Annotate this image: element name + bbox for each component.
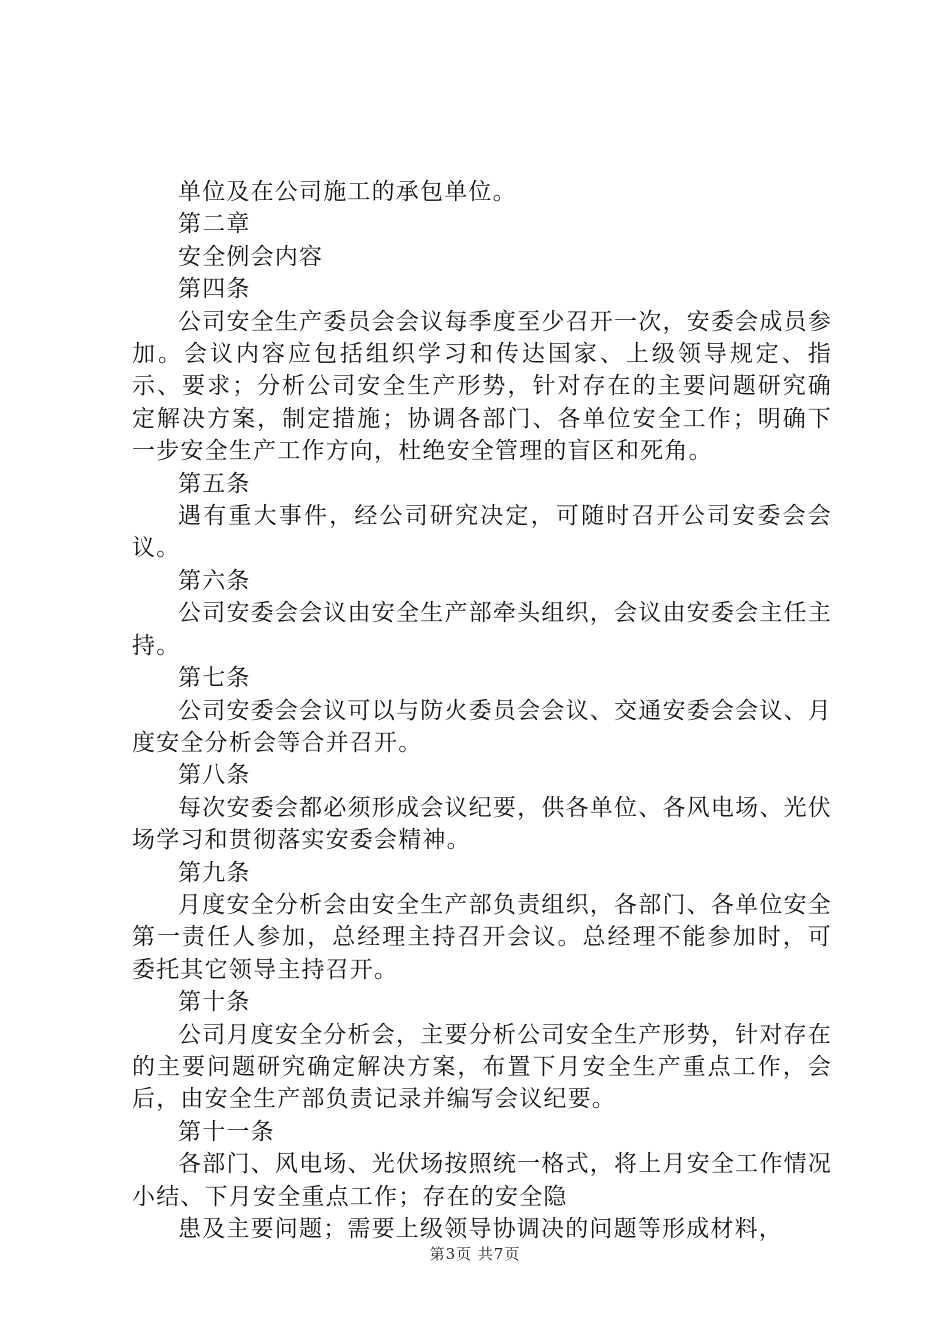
page-number-footer: 第3页 共7页: [429, 1245, 521, 1263]
paragraph: 公司安委会会议由安全生产部牵头组织，会议由安委会主任主持。: [132, 600, 832, 659]
article-heading: 第四条: [178, 276, 251, 303]
paragraph: 遇有重大事件，经公司研究决定，可随时召开公司安委会会议。: [132, 503, 832, 562]
article-heading: 第八条: [178, 762, 251, 789]
article-heading: 第六条: [178, 567, 251, 594]
article-heading: 第十条: [178, 989, 251, 1016]
paragraph: 公司月度安全分析会，主要分析公司安全生产形势，针对存在的主要问题研究确定解决方案，布置下月安全生产重点工作，会后，由安全生产部负责记录并编写会议纪要。: [132, 1021, 832, 1113]
chapter-heading: 第二章: [178, 211, 251, 238]
article-heading: 第七条: [178, 665, 251, 692]
article-heading: 第十一条: [178, 1118, 275, 1145]
document-body: [132, 176, 832, 1245]
paragraph: 患及主要问题；需要上级领导协调决的问题等形成材料，: [178, 1216, 783, 1242]
paragraph: 公司安全生产委员会会议每季度至少召开一次，安委会成员参加。会议内容应包括组织学习和传达国家、上级领导规定、指示、要求；分析公司安全生产形势，针对存在的主要问题研究确定解决方案，制定措施；协调各部门、各单位安全工作；明确下一步安全生产工作方向，杜绝安全管理的盲区和死角。: [132, 308, 832, 465]
paragraph: 各部门、风电场、光伏场按照统一格式，将上月安全工作情况小结、下月安全重点工作；存在的安全隐: [132, 1151, 832, 1210]
article-heading: 第五条: [178, 470, 251, 497]
paragraph: 月度安全分析会由安全生产部负责组织，各部门、各单位安全第一责任人参加，总经理主持召开会议。总经理不能参加时，可委托其它领导主持召开。: [132, 891, 832, 983]
paragraph: 每次安委会都必须形成会议纪要，供各单位、各风电场、光伏场学习和贯彻落实安委会精神。: [132, 794, 832, 854]
chapter-title: 安全例会内容: [178, 243, 324, 270]
article-heading: 第九条: [178, 859, 251, 886]
paragraph: 单位及在公司施工的承包单位。: [178, 179, 517, 205]
paragraph: 公司安委会会议可以与防火委员会会议、交通安委会会议、月度安全分析会等合并召开。: [132, 697, 832, 756]
